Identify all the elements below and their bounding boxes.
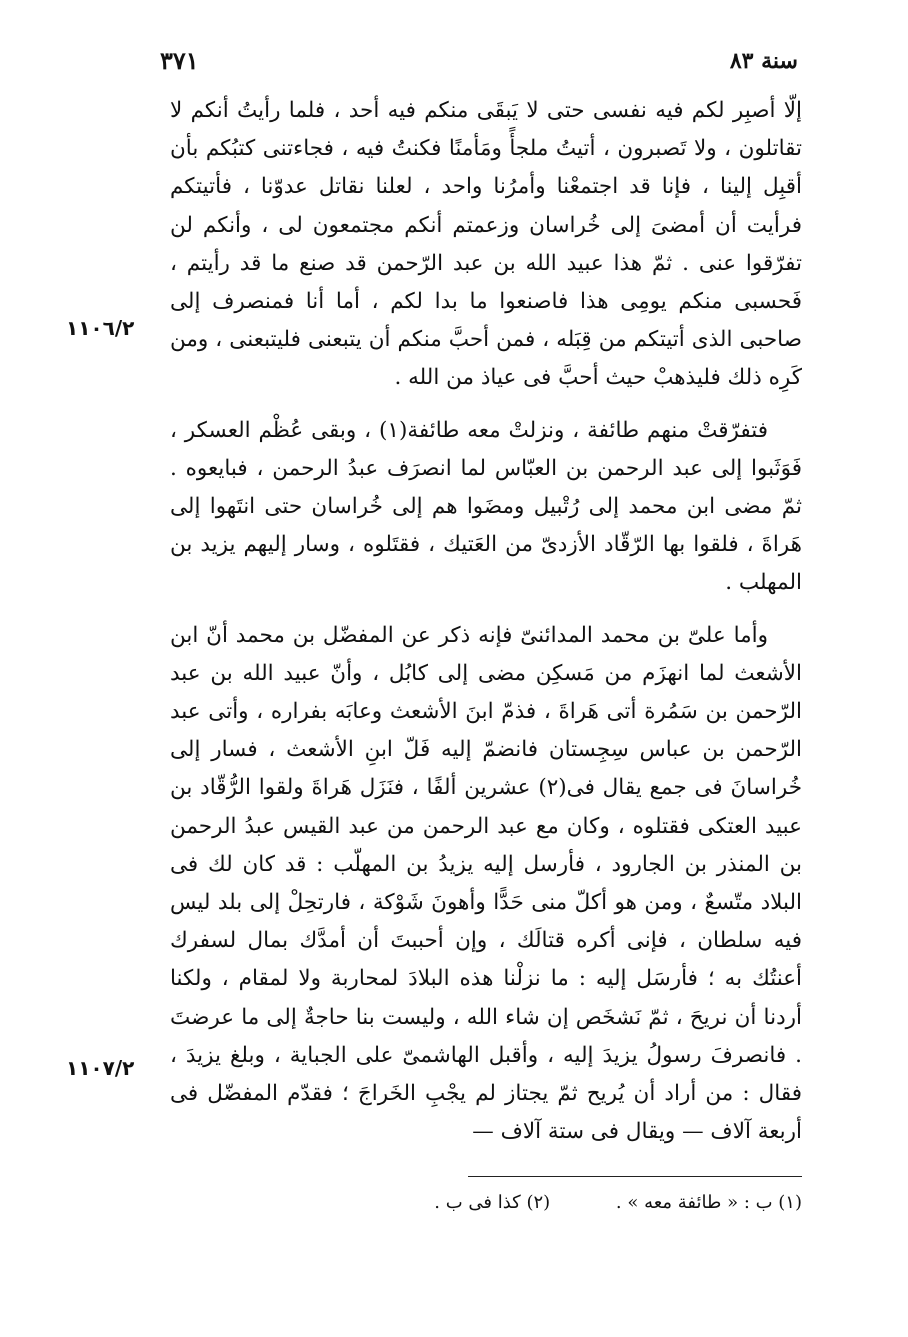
paragraph-3: وأما علىّ بن محمد المدائنىّ فإنه ذكر عن المفضّل بن محمد أنّ ابن الأشعث لما انهزَم من مَسكِن مضى إلى كابُل ، وأنّ عبيد الله بن عبد الرّحمن بن سَمُرة أتى هَراةَ ، فذمّ ابنَ الأشعث وعابَه بفراره ، وأتى عبد الرّحمن بن عباس سِجِستان فانضمّ إليه فَلّ ابنِ الأشعث ، فسار إلى خُراسانَ فى جمع يقال فى(٢) عشرين ألفًا ، فنَزَل هَراةَ ولقوا الرُّقّاد بن عبيد العتكى فقتلوه ، وكان مع عبد الرحمن من عبد القيس عبدُ الرحمن بن المنذر بن الجارود ، فأرسل إليه يزيدُ بن المهلّب : قد كان لك فى البلاد متّسعٌ ، ومن هو أكلّ منى حَدًّا وأهونَ شَوْكة ، فارتحِلْ إلى بلد ليس فيه سلطان ، فإنى أكره قتالَك ، وإن أحببتَ أن أمدَّك بمال لسفرك أعنتُك به ؛ فأرسَل إليه : ما نزلْنا هذه البلادَ لمحاربة ولا لمقام ، ولكنا أردنا أن نريحَ ، ثمّ نَشخَص إن شاء الله ، وليست بنا حاجةٌ إلى ما عرضتَ . فانصرفَ رسولُ يزيدَ إليه ، وأقبل الهاشمىّ على الجباية ، وبلغ يزيدَ ، فقال : من أراد أن يُريح ثمّ يجتاز لم يجْبِ الخَراجَ ؛ فقدّم المفضّل فى أربعة آلاف — ويقال فى ستة آلاف — xyxy=(170,622,802,1145)
main-text xyxy=(170,92,802,1151)
margin-reference-1: ١١٠٦/٢ xyxy=(66,316,135,340)
margin-reference-2: ١١٠٧/٢ xyxy=(66,1056,135,1080)
paragraph-2: فتفرّقتْ منهم طائفة ، ونزلتْ معه طائفة(١) ، وبقى عُظْم العسكر ، فَوَثَبوا إلى عبد الرحمن بن العبّاس لما انصرَف عبدُ الرحمن ، فبايعوه . ثمّ مضى ابن محمد إلى رُتْبيل ومضَوا هم إلى خُراسان حتى انتَهوا إلى هَراةَ ، فلقوا بها الرّقّاد الأزدىّ من العَتيك ، فقتَلوه ، وسار إليهم يزيد بن المهلب . xyxy=(170,417,802,596)
footnote-2: (٢) كذا فى ب . xyxy=(434,1192,551,1213)
footnotes xyxy=(360,1188,802,1218)
footnote-1: (١) ب : « طائفة معه » . xyxy=(615,1192,802,1213)
page-number: ٣٧١ xyxy=(160,46,199,75)
paragraph-1: إلّا أصبِر لكم فيه نفسى حتى لا يَبقَى منكم فيه أحد ، فلما رأيتُ أنكم لا تقاتلون ، ولا تَصبرون ، أتيتُ ملجأً ومَأمنًا فكنتُ فيه ، فجاءتنى كتبُكم بأن أقبِل إلينا ، فإنا قد اجتمعْنا وأمرُنا واحد ، لعلنا نقاتل عدوّنا ، فأتيتكم فرأيت أن أمضىَ إلى خُراسان وزعمتم أنكم مجتمعون لى ، وأنكم لن تفرّقوا عنى . ثمّ هذا عبيد الله بن عبد الرّحمن قد صنع ما قد رأيتم ، فَحسبى منكم يومِى هذا فاصنعوا ما بدا لكم ، أما أنا فمنصرف إلى صاحبى الذى أتيتكم من قِبَله ، فمن أحبَّ منكم أن يتبعنى فليتبعنى ، ومن كَرِه ذلك فليذهبْ حيث أحبَّ فى عياذ من الله . xyxy=(170,98,802,391)
footnote-divider xyxy=(468,1176,802,1177)
running-header-year: سنة ٨٣ xyxy=(729,48,798,74)
